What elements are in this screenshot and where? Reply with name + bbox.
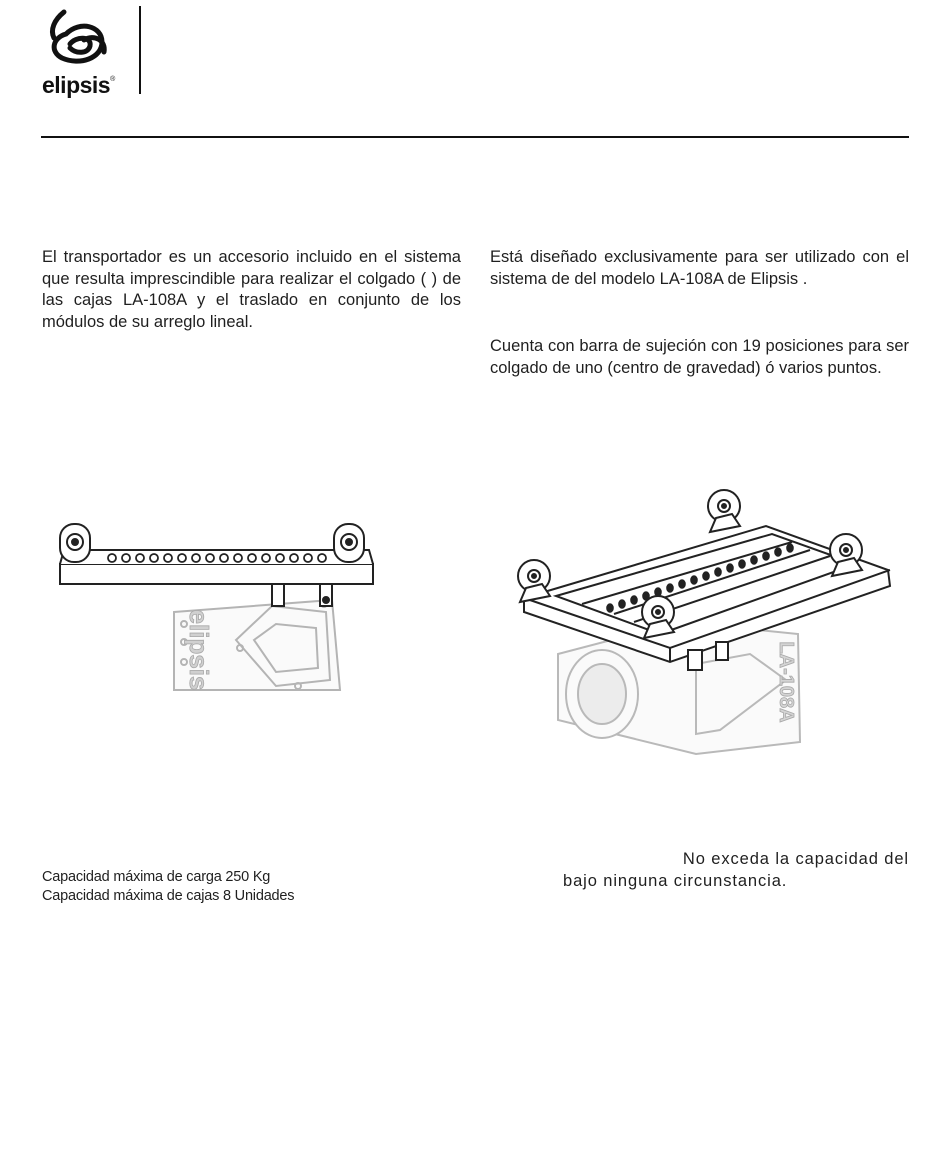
warning-line-2: bajo ninguna circunstancia. <box>563 872 788 890</box>
side-view-illustration <box>40 500 390 720</box>
warning-line-1: No exceda la capacidad del <box>682 850 909 868</box>
features-paragraph: Cuenta con barra de sujeción con 19 posiciones para ser colgado de uno (centro de gravedad) ó varios puntos. <box>490 337 909 377</box>
usage-paragraph: Está diseñado exclusivamente para ser utilizado con el sistema de del modelo LA-108A de Elipsis . <box>490 248 909 288</box>
iso-view-model-label: LA-108A <box>775 641 797 723</box>
header-divider <box>139 6 141 94</box>
header-rule <box>41 136 909 138</box>
isometric-illustration <box>510 484 900 770</box>
side-view-brand-label: elipsis <box>184 609 214 691</box>
intro-paragraph: El transportador es un accesorio incluido en el sistema que resulta imprescindible para realizar el colgado ( ) de las cajas LA-108A y el traslado en conjunto de los módulos de su arreglo lineal. <box>42 248 461 331</box>
brand-name: elipsis® <box>42 72 115 98</box>
max-boxes-spec: Capacidad máxima de cajas 8 Unidades <box>42 888 295 904</box>
max-load-spec: Capacidad máxima de carga 250 Kg <box>42 869 271 885</box>
